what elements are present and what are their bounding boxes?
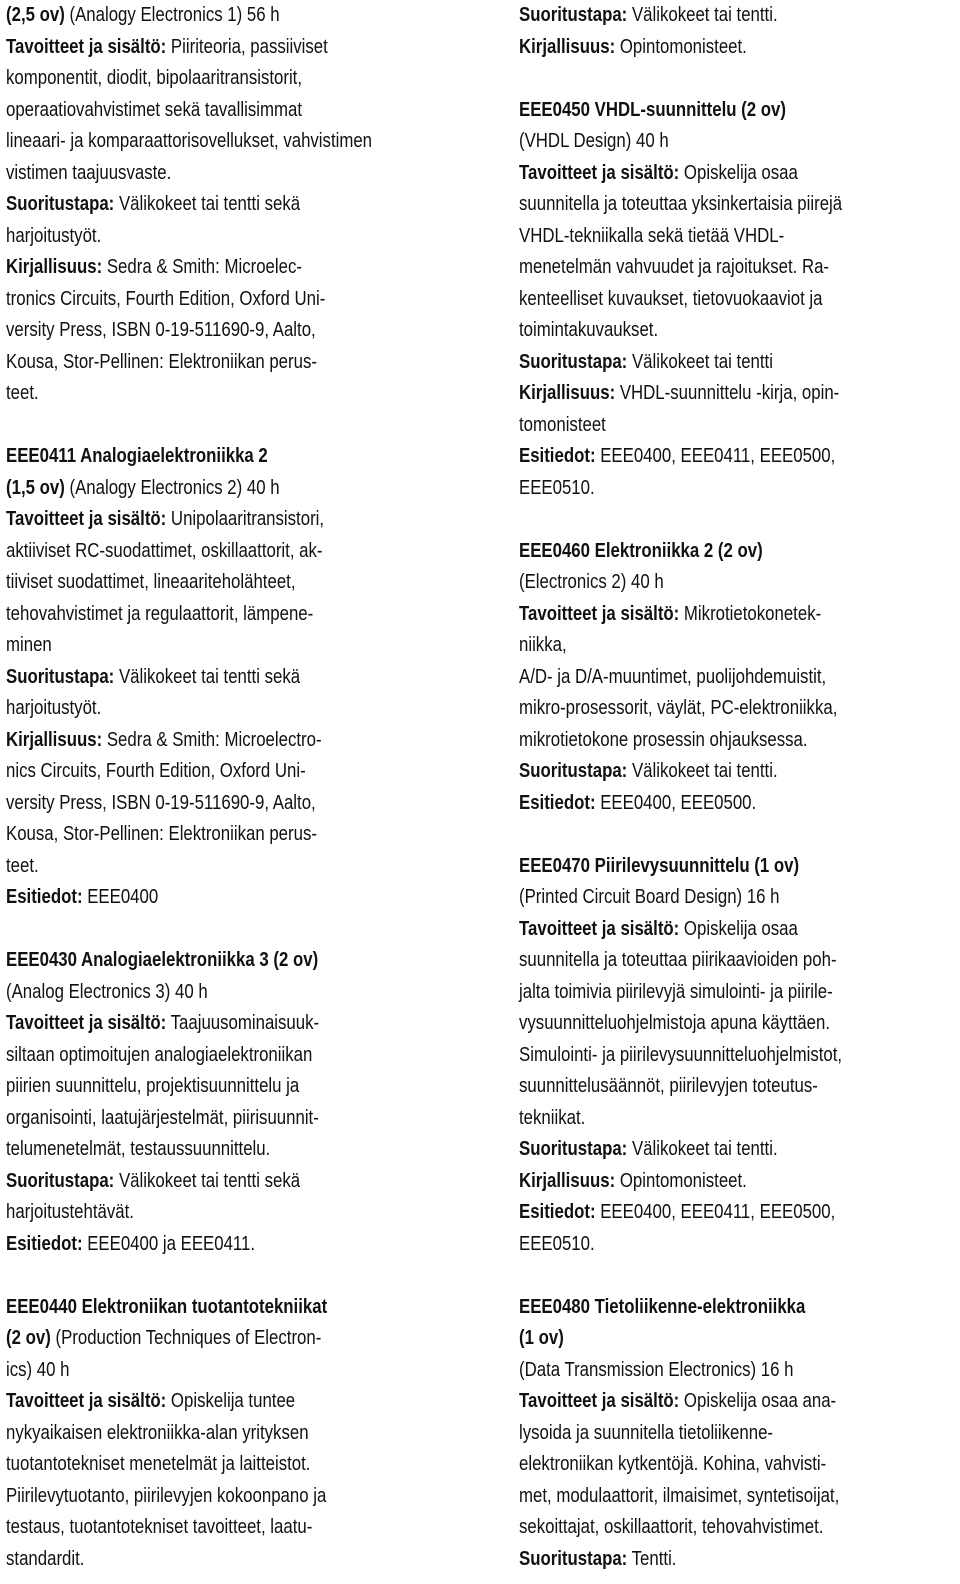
text-line xyxy=(519,1449,885,1481)
bold-label: Tavoitteet ja sisältö: xyxy=(6,35,167,58)
body-text: EEE0400, EEE0411, EEE0500, xyxy=(595,445,836,467)
text-line xyxy=(6,599,372,631)
text-line xyxy=(6,0,372,32)
paragraph-gap xyxy=(519,819,955,851)
text-line xyxy=(6,32,372,64)
text-line xyxy=(519,567,885,599)
body-text: lysoida ja suunnitella tietoliikenne- xyxy=(519,1421,774,1444)
body-text: EEE0400, EEE0500. xyxy=(595,791,757,814)
body-text: tiiviset suodattimet, lineaariteholähteet, xyxy=(6,571,296,593)
body-text: Opintomonisteet. xyxy=(615,35,747,58)
body-text: Välikokeet tai tentti. xyxy=(627,4,778,26)
body-text: Sedra & Smith: Microelec- xyxy=(102,256,302,278)
text-line xyxy=(519,441,885,473)
body-text: tehovahvistimet ja regulaattorit, lämpene- xyxy=(6,602,314,625)
text-line xyxy=(519,1386,885,1418)
bold-label: (2 ov) xyxy=(6,1327,51,1349)
bold-label: (2,5 ov) xyxy=(6,4,65,26)
text-line xyxy=(519,252,885,284)
body-text: sekoittajat, oskillaattorit, tehovahvistimet. xyxy=(519,1516,824,1538)
bold-label: Tavoitteet ja sisältö: xyxy=(6,1012,167,1034)
text-line xyxy=(519,630,885,662)
text-line xyxy=(519,347,885,379)
body-text: Välikokeet tai tentti xyxy=(627,350,773,373)
body-text: Opiskelija osaa xyxy=(679,161,798,184)
body-text: Opintomonisteet. xyxy=(615,1169,747,1192)
text-line xyxy=(519,788,885,820)
body-text: met, modulaattorit, ilmaisimet, syntetisoijat, xyxy=(519,1484,840,1507)
body-text: VHDL-suunnittelu -kirja, opin- xyxy=(615,382,840,404)
body-text: lineaari- ja komparaattorisovellukset, vahvistimen xyxy=(6,130,373,152)
text-line xyxy=(519,1481,885,1513)
body-text: testaus, tuotantotekniset tavoitteet, laatu- xyxy=(6,1516,313,1538)
body-text: Piirilevytuotanto, piirilevyjen kokoonpano ja xyxy=(6,1484,327,1507)
bold-label: EEE0480 Tietoliikenne-elektroniikka xyxy=(519,1295,806,1318)
body-text: organisointi, laatujärjestelmät, piirisuunnit- xyxy=(6,1106,319,1129)
body-text: Kousa, Stor-Pellinen: Elektroniikan perus- xyxy=(6,350,317,373)
bold-label: Suoritustapa: xyxy=(6,665,115,688)
text-line xyxy=(6,882,372,914)
text-line xyxy=(6,1323,372,1355)
text-line xyxy=(6,851,372,883)
paragraph-gap xyxy=(6,914,442,946)
text-line xyxy=(519,1008,885,1040)
text-line xyxy=(519,1071,885,1103)
body-text: toimintakuvaukset. xyxy=(519,319,659,341)
body-text: mikro-prosessorit, väylät, PC-elektroniikka, xyxy=(519,697,838,719)
body-text: ics) 40 h xyxy=(6,1358,70,1381)
body-text: nics Circuits, Fourth Edition, Oxford Uni- xyxy=(6,760,306,782)
body-text: Tentti. xyxy=(627,1547,677,1570)
text-line xyxy=(519,1323,885,1355)
body-text: tekniikat. xyxy=(519,1106,586,1129)
body-text: piirien suunnittelu, projektisuunnittelu ja xyxy=(6,1075,300,1097)
text-line xyxy=(6,1166,372,1198)
text-line xyxy=(6,1197,372,1229)
body-text: versity Press, ISBN 0-19-511690-9, Aalto, xyxy=(6,791,316,814)
body-text: harjoitustyöt. xyxy=(6,224,102,247)
text-line xyxy=(6,1386,372,1418)
text-line xyxy=(6,1292,372,1324)
body-text: Taajuusominaisuuk- xyxy=(166,1012,320,1034)
text-line xyxy=(6,788,372,820)
bold-label: Esitiedot: xyxy=(519,1201,596,1223)
text-line xyxy=(6,221,372,253)
body-text: vistimen taajuusvaste. xyxy=(6,161,172,184)
bold-label: Tavoitteet ja sisältö: xyxy=(6,508,167,530)
text-line xyxy=(6,819,372,851)
text-line xyxy=(519,315,885,347)
text-line xyxy=(6,725,372,757)
bold-label: Esitiedot: xyxy=(519,791,596,814)
text-line xyxy=(519,662,885,694)
body-text: tronics Circuits, Fourth Edition, Oxford Uni- xyxy=(6,287,326,310)
paragraph-gap xyxy=(519,504,955,536)
body-text: EEE0400 ja EEE0411. xyxy=(82,1232,256,1255)
text-line xyxy=(519,1103,885,1135)
body-text: standardit. xyxy=(6,1547,85,1570)
body-text: Opiskelija osaa xyxy=(679,917,798,940)
text-line xyxy=(519,1197,885,1229)
body-text: suunnitella ja toteuttaa piirikaavioiden poh- xyxy=(519,949,837,971)
body-text: (VHDL Design) 40 h xyxy=(519,130,669,152)
text-line xyxy=(6,1481,372,1513)
body-text: suunnitella ja toteuttaa yksinkertaisia piirejä xyxy=(519,193,843,215)
text-line xyxy=(6,1449,372,1481)
body-text: EEE0510. xyxy=(519,476,595,499)
text-line xyxy=(6,1103,372,1135)
bold-label: Kirjallisuus: xyxy=(519,35,616,58)
bold-label: Kirjallisuus: xyxy=(6,728,103,751)
bold-label: Esitiedot: xyxy=(519,445,596,467)
body-text: VHDL-tekniikalla sekä tietää VHDL- xyxy=(519,224,785,247)
body-text: harjoitustehtävät. xyxy=(6,1201,134,1223)
text-line xyxy=(6,756,372,788)
body-text: Unipolaaritransistori, xyxy=(166,508,325,530)
text-line xyxy=(6,189,372,221)
bold-label: (1,5 ov) xyxy=(6,476,65,499)
text-line xyxy=(6,347,372,379)
text-line xyxy=(519,1355,885,1387)
right-text-column xyxy=(519,0,955,1575)
body-text: EEE0400, EEE0411, EEE0500, xyxy=(595,1201,836,1223)
text-line xyxy=(519,0,885,32)
text-line xyxy=(6,158,372,190)
text-line xyxy=(6,567,372,599)
text-line xyxy=(519,977,885,1009)
body-text: Välikokeet tai tentti sekä xyxy=(114,665,301,688)
text-line xyxy=(519,32,885,64)
text-line xyxy=(519,945,885,977)
body-text: nykyaikaisen elektroniikka-alan yrityksen xyxy=(6,1421,309,1444)
body-text: minen xyxy=(6,634,52,656)
body-text: Välikokeet tai tentti sekä xyxy=(114,193,301,215)
text-line xyxy=(519,221,885,253)
body-text: menetelmän vahvuudet ja rajoitukset. Ra- xyxy=(519,256,830,278)
body-text: telumenetelmät, testaussuunnittelu. xyxy=(6,1138,271,1160)
text-line xyxy=(519,189,885,221)
text-line xyxy=(519,126,885,158)
bold-label: EEE0470 Piirilevysuunnittelu (1 ov) xyxy=(519,854,800,877)
bold-label: Kirjallisuus: xyxy=(519,1169,616,1192)
text-line xyxy=(519,725,885,757)
text-line xyxy=(6,1355,372,1387)
text-line xyxy=(6,378,372,410)
paragraph-gap xyxy=(6,1260,442,1292)
text-line xyxy=(6,95,372,127)
bold-label: Suoritustapa: xyxy=(6,193,115,215)
text-line xyxy=(519,1544,885,1576)
text-line xyxy=(6,441,372,473)
body-text: Simulointi- ja piirilevysuunnitteluohjelmistot, xyxy=(519,1043,843,1066)
bold-label: EEE0450 VHDL-suunnittelu (2 ov) xyxy=(519,98,786,121)
text-line xyxy=(6,1040,372,1072)
text-line xyxy=(6,977,372,1009)
text-line xyxy=(519,284,885,316)
text-line xyxy=(6,536,372,568)
body-text: suunnittelusäännöt, piirilevyjen toteutus- xyxy=(519,1075,818,1097)
text-line xyxy=(519,1512,885,1544)
body-text: aktiiviset RC-suodattimet, oskillaattorit, ak- xyxy=(6,539,323,562)
bold-label: Kirjallisuus: xyxy=(6,256,103,278)
text-line xyxy=(519,95,885,127)
text-line xyxy=(6,252,372,284)
bold-label: Esitiedot: xyxy=(6,1232,83,1255)
body-text: Mikrotietokonetek- xyxy=(679,602,822,625)
text-line xyxy=(519,1418,885,1450)
text-line xyxy=(519,410,885,442)
body-text: (Production Techniques of Electron- xyxy=(50,1327,322,1349)
bold-label: EEE0440 Elektroniikan tuotantotekniikat xyxy=(6,1295,328,1318)
bold-label: EEE0430 Analogiaelektroniikka 3 (2 ov) xyxy=(6,949,319,971)
paragraph-gap xyxy=(6,410,442,442)
text-line xyxy=(6,630,372,662)
body-text: niikka, xyxy=(519,634,567,656)
text-line xyxy=(6,1544,372,1576)
text-line xyxy=(519,1134,885,1166)
bold-label: Suoritustapa: xyxy=(6,1169,115,1192)
body-text: mikrotietokone prosessin ohjauksessa. xyxy=(519,728,808,751)
text-line xyxy=(6,473,372,505)
paragraph-gap xyxy=(519,1260,955,1292)
text-line xyxy=(519,473,885,505)
text-line xyxy=(6,1418,372,1450)
text-line xyxy=(519,1292,885,1324)
text-line xyxy=(6,662,372,694)
bold-label: Suoritustapa: xyxy=(519,350,628,373)
text-line xyxy=(6,504,372,536)
left-text-column xyxy=(6,0,442,1575)
text-line xyxy=(6,315,372,347)
body-text: versity Press, ISBN 0-19-511690-9, Aalto, xyxy=(6,319,316,341)
bold-label: Tavoitteet ja sisältö: xyxy=(519,1390,680,1412)
body-text: komponentit, diodit, bipolaaritransistorit, xyxy=(6,67,303,89)
bold-label: Kirjallisuus: xyxy=(519,382,616,404)
text-line xyxy=(6,1134,372,1166)
paragraph-gap xyxy=(519,63,955,95)
body-text: vysuunnitteluohjelmistoja apuna käyttäen. xyxy=(519,1012,830,1034)
body-text: (Printed Circuit Board Design) 16 h xyxy=(519,886,780,908)
body-text: (Electronics 2) 40 h xyxy=(519,571,664,593)
text-line xyxy=(6,945,372,977)
text-line xyxy=(519,1229,885,1261)
body-text: EEE0510. xyxy=(519,1232,595,1255)
body-text: Opiskelija osaa ana- xyxy=(679,1390,837,1412)
bold-label: Suoritustapa: xyxy=(519,760,628,782)
text-line xyxy=(519,536,885,568)
body-text: jalta toimivia piirilevyjä simulointi- ja piirile- xyxy=(519,980,833,1003)
bold-label: Tavoitteet ja sisältö: xyxy=(519,917,680,940)
bold-label: Tavoitteet ja sisältö: xyxy=(519,161,680,184)
body-text: Välikokeet tai tentti. xyxy=(627,760,778,782)
body-text: Kousa, Stor-Pellinen: Elektroniikan perus- xyxy=(6,823,317,845)
body-text: tuotantotekniset menetelmät ja laitteistot. xyxy=(6,1453,311,1475)
text-line xyxy=(519,914,885,946)
text-line xyxy=(6,126,372,158)
body-text: elektroniikan kytkentöjä. Kohina, vahvisti- xyxy=(519,1453,827,1475)
bold-label: Tavoitteet ja sisältö: xyxy=(519,602,680,625)
text-line xyxy=(6,63,372,95)
body-text: (Analog Electronics 3) 40 h xyxy=(6,980,208,1003)
text-line xyxy=(519,599,885,631)
text-line xyxy=(6,1229,372,1261)
body-text: (Analogy Electronics 1) 56 h xyxy=(64,4,280,26)
bold-label: Suoritustapa: xyxy=(519,1547,628,1570)
text-line xyxy=(6,1512,372,1544)
text-line xyxy=(6,1071,372,1103)
bold-label: EEE0460 Elektroniikka 2 (2 ov) xyxy=(519,539,763,562)
text-line xyxy=(519,693,885,725)
text-line xyxy=(519,1040,885,1072)
body-text: harjoitustyöt. xyxy=(6,697,102,719)
body-text: (Data Transmission Electronics) 16 h xyxy=(519,1358,794,1381)
body-text: Piiriteoria, passiiviset xyxy=(166,35,328,58)
body-text: Välikokeet tai tentti sekä xyxy=(114,1169,301,1192)
body-text: Opiskelija tuntee xyxy=(166,1390,296,1412)
body-text: Välikokeet tai tentti. xyxy=(627,1138,778,1160)
text-line xyxy=(519,882,885,914)
body-text: (Analogy Electronics 2) 40 h xyxy=(64,476,280,499)
text-line xyxy=(6,284,372,316)
bold-label: (1 ov) xyxy=(519,1327,564,1349)
text-line xyxy=(6,693,372,725)
body-text: operaatiovahvistimet sekä tavallisimmat xyxy=(6,98,302,121)
body-text: kenteelliset kuvaukset, tietovuokaaviot ja xyxy=(519,287,823,310)
text-line xyxy=(6,1008,372,1040)
text-line xyxy=(519,756,885,788)
text-line xyxy=(519,851,885,883)
body-text: teet. xyxy=(6,382,39,404)
text-line xyxy=(519,378,885,410)
bold-label: Suoritustapa: xyxy=(519,1138,628,1160)
body-text: EEE0400 xyxy=(82,886,159,908)
bold-label: Suoritustapa: xyxy=(519,4,628,26)
bold-label: Esitiedot: xyxy=(6,886,83,908)
body-text: teet. xyxy=(6,854,39,877)
text-line xyxy=(519,1166,885,1198)
body-text: A/D- ja D/A-muuntimet, puolijohdemuistit, xyxy=(519,665,827,688)
text-line xyxy=(519,158,885,190)
body-text: Sedra & Smith: Microelectro- xyxy=(102,728,322,751)
body-text: siltaan optimoitujen analogiaelektroniikan xyxy=(6,1043,313,1066)
bold-label: EEE0411 Analogiaelektroniikka 2 xyxy=(6,445,268,467)
body-text: tomonisteet xyxy=(519,413,606,436)
bold-label: Tavoitteet ja sisältö: xyxy=(6,1390,167,1412)
